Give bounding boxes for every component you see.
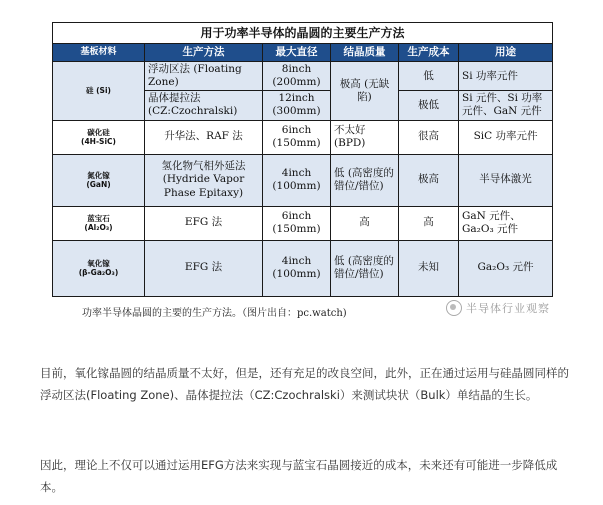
header-quality: 结晶质量 [331, 44, 399, 62]
method-sic: 升华法、RAF 法 [145, 120, 263, 154]
material-sapphire-formula: (Al₂O₃) [84, 223, 113, 232]
method-floating-zone: 浮动区法 (Floating Zone) [145, 62, 263, 91]
figure-caption: 功率半导体晶圆的主要的生产方法。（图片出自：pc.watch) [82, 308, 347, 319]
quality-ga2o3: 低 (高密度的错位/错位) [331, 240, 399, 296]
wechat-logo-icon [446, 300, 462, 316]
material-sic [53, 120, 145, 154]
quality-sic: 不太好 (BPD) [331, 120, 399, 154]
paragraph-2-text: 因此，理论上不仅可以通过运用EFG方法来实现与蓝宝石晶圆接近的成本，未来还有可能进一步降低成本。 [40, 458, 558, 494]
use-gan: 半导体激光 [459, 154, 553, 206]
material-gan-formula: (GaN) [86, 180, 111, 189]
header-diameter: 最大直径 [263, 44, 331, 62]
quality-gan: 低 (高密度的错位/错位) [331, 154, 399, 206]
cost-ga2o3: 未知 [399, 240, 459, 296]
header-material: 基板材料 [53, 44, 145, 62]
use-ga2o3: Ga₂O₃ 元件 [459, 240, 553, 296]
diameter-sic: 6inch (150mm) [263, 120, 331, 154]
diameter-ga2o3: 4inch (100mm) [263, 240, 331, 296]
material-si: 硅 (Si) [53, 62, 145, 121]
use-cz: Si 元件、Si 功率元件、GaN 元件 [459, 91, 553, 120]
wafer-table-figure [52, 22, 552, 297]
material-sapphire [53, 206, 145, 240]
cost-cz: 极低 [399, 91, 459, 120]
material-ga2o3-name: 氧化镓 [87, 258, 110, 268]
material-gan [53, 154, 145, 206]
quality-sapphire: 高 [331, 206, 399, 240]
method-czochralski: 晶体提拉法 (CZ:Czochralski) [145, 91, 263, 120]
diameter-sapphire: 6inch (150mm) [263, 206, 331, 240]
paragraph-1-text: 目前，氧化镓晶圆的结晶质量不太好，但是，还有充足的改良空间，此外，正在通过运用与硅晶圆同样的浮动区法(Floating Zone)、晶体提拉法（CZ:Czochralski）来测试块状（Bulk）单结晶的生长。 [40, 366, 569, 402]
diameter-fz: 8inch (200mm) [263, 62, 331, 91]
material-sapphire-name: 蓝宝石 [87, 213, 110, 223]
method-gan: 氢化物气相外延法 (Hydride Vapor Phase Epitaxy) [145, 154, 263, 206]
cost-fz: 低 [399, 62, 459, 91]
watermark [446, 300, 550, 316]
diameter-cz: 12inch (300mm) [263, 91, 331, 120]
header-method: 生产方法 [145, 44, 263, 62]
method-ga2o3: EFG 法 [145, 240, 263, 296]
material-gan-name: 氮化镓 [87, 170, 110, 180]
header-cost: 生产成本 [399, 44, 459, 62]
paragraph-1 [40, 362, 580, 406]
quality-si: 极高 (无缺陷) [331, 62, 399, 121]
header-use: 用途 [459, 44, 553, 62]
material-ga2o3 [53, 240, 145, 296]
use-sic: SiC 功率元件 [459, 120, 553, 154]
method-sapphire: EFG 法 [145, 206, 263, 240]
paragraph-2 [40, 454, 580, 498]
use-fz: Si 功率元件 [459, 62, 553, 91]
wafer-production-table [52, 22, 553, 297]
material-ga2o3-formula: (β-Ga₂O₃) [78, 268, 119, 277]
table-caption: 用于功率半导体的晶圆的主要生产方法 [53, 23, 553, 44]
use-sapphire: GaN 元件、Ga₂O₃ 元件 [459, 206, 553, 240]
watermark-text: 半导体行业观察 [466, 302, 550, 315]
diameter-gan: 4inch (100mm) [263, 154, 331, 206]
cost-sic: 很高 [399, 120, 459, 154]
cost-gan: 极高 [399, 154, 459, 206]
material-sic-formula: (4H-SiC) [81, 137, 116, 146]
material-sic-name: 碳化硅 [87, 127, 110, 137]
cost-sapphire: 高 [399, 206, 459, 240]
